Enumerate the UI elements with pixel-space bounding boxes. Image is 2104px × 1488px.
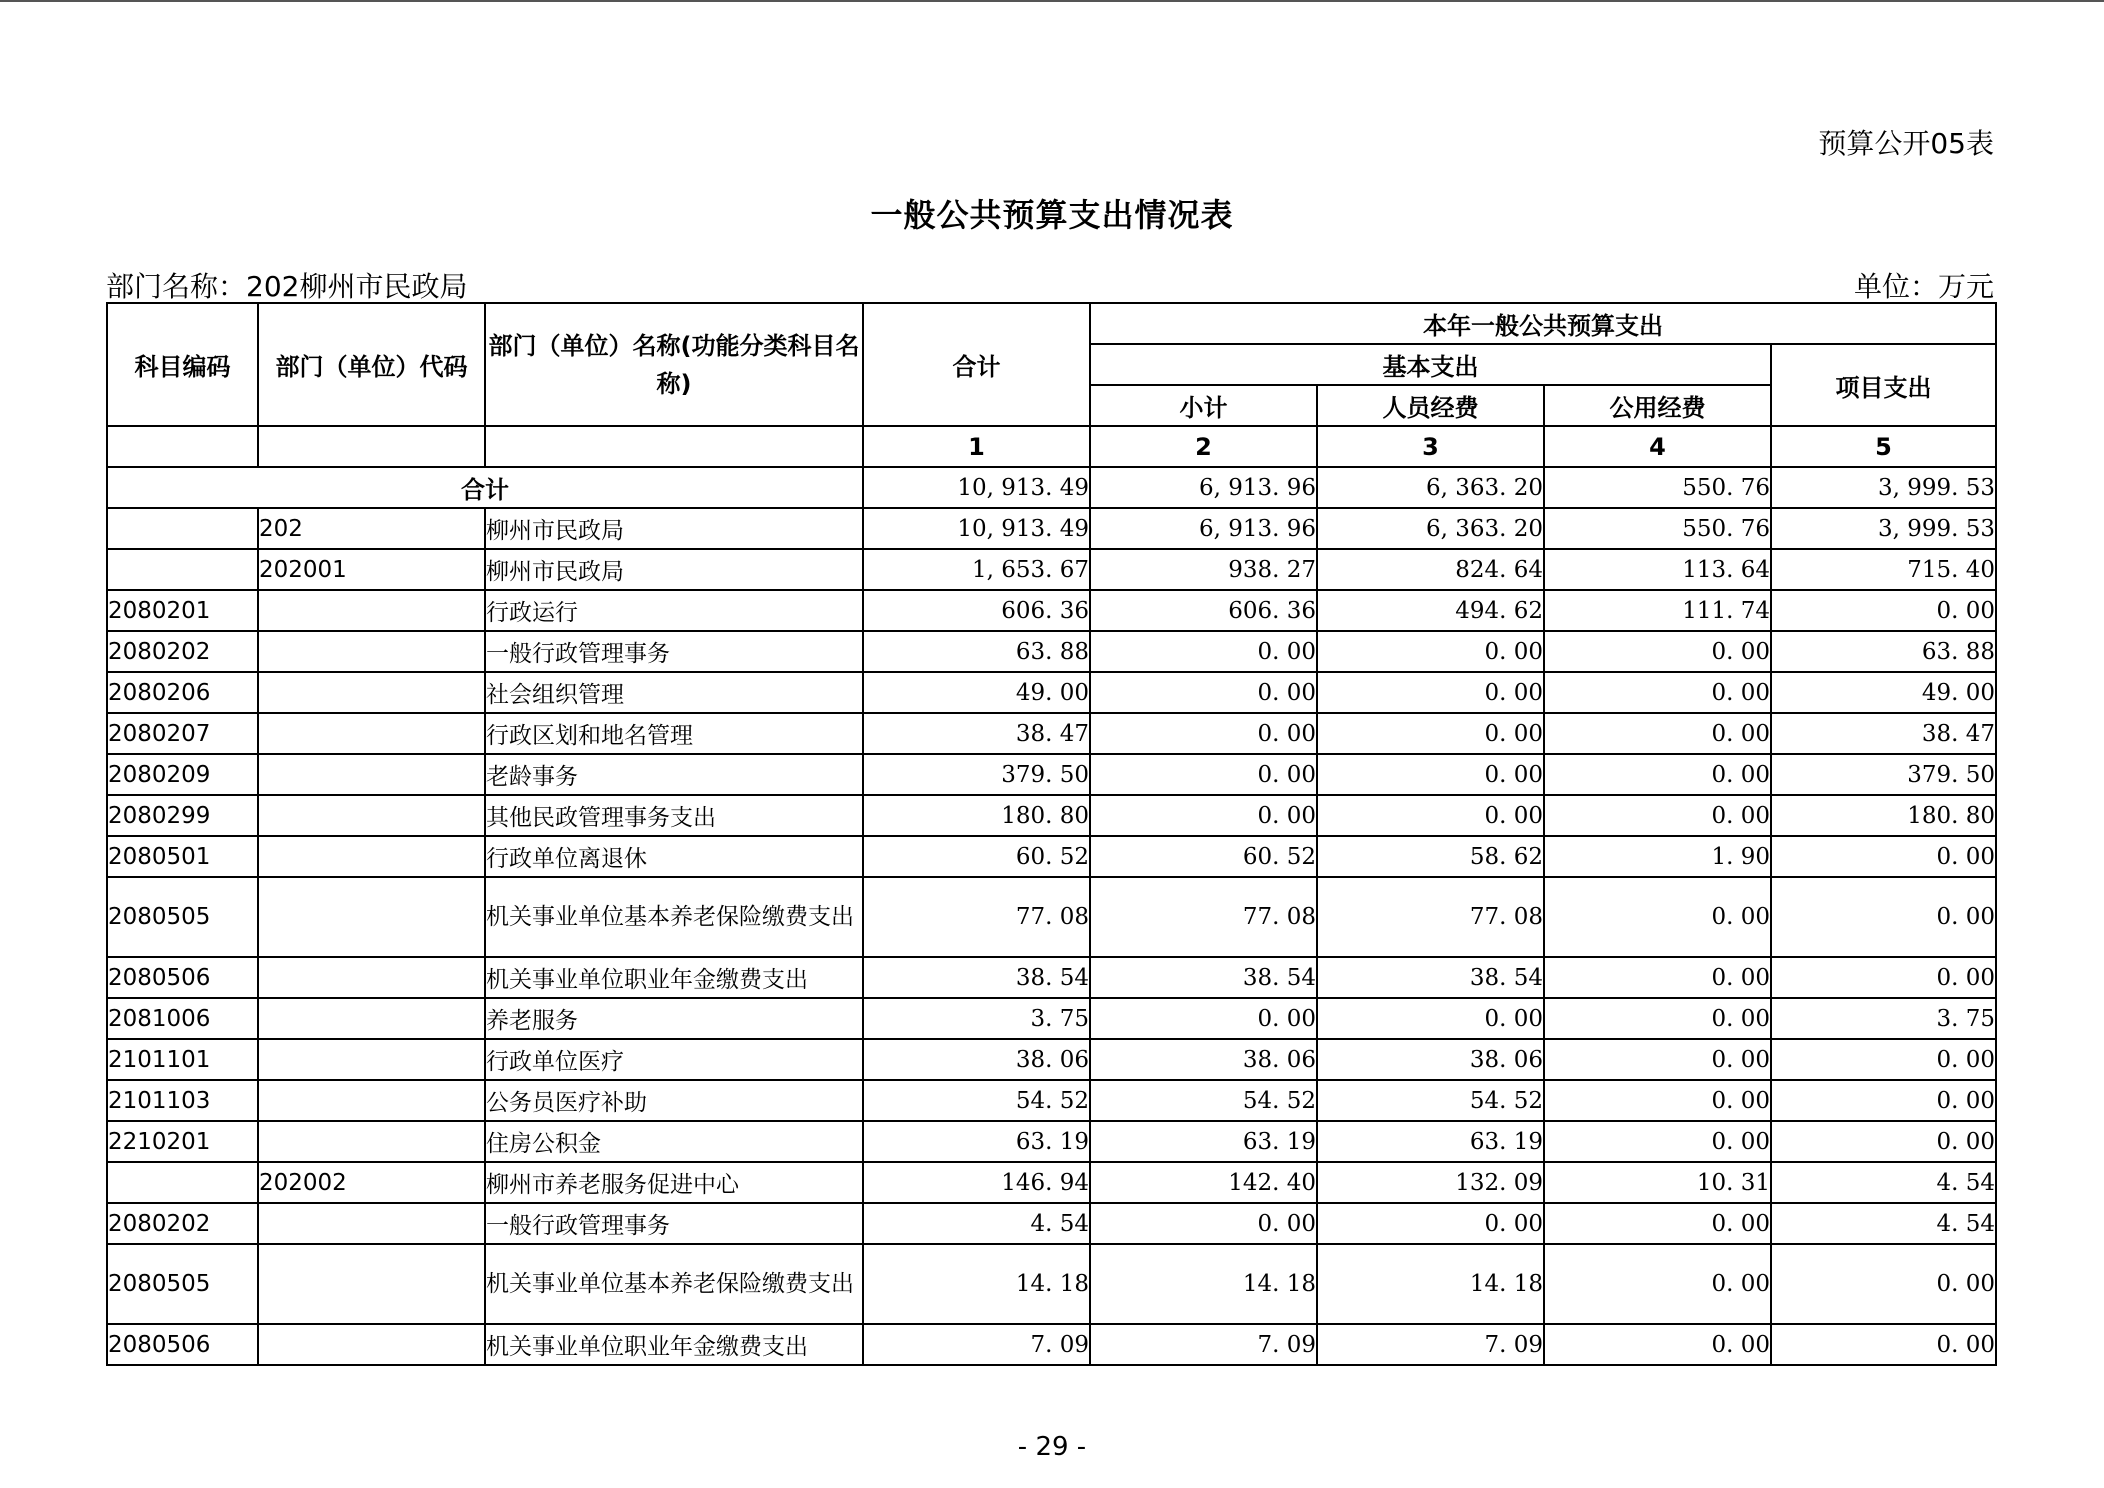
project-cell: 180. 80 [1771,795,1996,836]
total-row [107,467,1996,508]
table-row [107,549,1996,590]
personnel-cell: 824. 64 [1317,549,1544,590]
dept-code-cell [258,590,485,631]
personnel-cell: 38. 06 [1317,1039,1544,1080]
header-col-2: 2 [1090,426,1317,467]
dept-name-cell: 机关事业单位职业年金缴费支出 [485,957,863,998]
header-subtotal: 小计 [1090,385,1317,426]
dept-name-cell: 柳州市民政局 [485,508,863,549]
table-row [107,1162,1996,1203]
public-cell: 550. 76 [1544,508,1771,549]
personnel-cell: 63. 19 [1317,1121,1544,1162]
project-cell: 3, 999. 53 [1771,508,1996,549]
subject-code-cell: 2210201 [107,1121,258,1162]
project-cell: 0. 00 [1771,1324,1996,1365]
header-project-expenditure: 项目支出 [1771,344,1996,426]
subject-code-cell: 2080299 [107,795,258,836]
table-row [107,877,1996,957]
form-code: 预算公开05表 [1818,127,1994,160]
subtotal-cell: 0. 00 [1090,631,1317,672]
header-personnel-expense: 人员经费 [1317,385,1544,426]
public-cell: 10. 31 [1544,1162,1771,1203]
subtotal-cell: 0. 00 [1090,754,1317,795]
public-cell: 0. 00 [1544,998,1771,1039]
dept-code-cell [258,672,485,713]
dept-name-cell: 老龄事务 [485,754,863,795]
dept-code-cell [258,957,485,998]
public-cell: 0. 00 [1544,631,1771,672]
table-row [107,1080,1996,1121]
dept-name-cell: 行政单位离退休 [485,836,863,877]
dept-name-cell: 其他民政管理事务支出 [485,795,863,836]
dept-code-cell [258,1203,485,1244]
subtotal-cell: 0. 00 [1090,713,1317,754]
header-public-expense: 公用经费 [1544,385,1771,426]
subtotal-cell: 38. 54 [1090,957,1317,998]
header-col-1: 1 [863,426,1090,467]
table-row [107,836,1996,877]
dept-name-cell: 行政单位医疗 [485,1039,863,1080]
total-cell: 60. 52 [863,836,1090,877]
dept-code-cell: 202002 [258,1162,485,1203]
dept-code-cell [258,795,485,836]
header-annual-expenditure: 本年一般公共预算支出 [1090,303,1996,344]
header-basic-expenditure: 基本支出 [1090,344,1771,385]
subtotal-cell: 7. 09 [1090,1324,1317,1365]
total-row-subtotal: 6, 913. 96 [1090,467,1317,508]
dept-code-cell [258,1039,485,1080]
table-row [107,508,1996,549]
subject-code-cell [107,1162,258,1203]
total-cell: 146. 94 [863,1162,1090,1203]
project-cell: 0. 00 [1771,1121,1996,1162]
dept-name-cell: 机关事业单位职业年金缴费支出 [485,1324,863,1365]
subject-code-cell: 2101101 [107,1039,258,1080]
subtotal-cell: 0. 00 [1090,672,1317,713]
public-cell: 0. 00 [1544,754,1771,795]
subtotal-cell: 63. 19 [1090,1121,1317,1162]
personnel-cell: 0. 00 [1317,795,1544,836]
public-cell: 0. 00 [1544,795,1771,836]
total-row-personnel: 6, 363. 20 [1317,467,1544,508]
personnel-cell: 0. 00 [1317,1203,1544,1244]
table-row [107,795,1996,836]
subtotal-cell: 77. 08 [1090,877,1317,957]
personnel-cell: 0. 00 [1317,672,1544,713]
table-row [107,1203,1996,1244]
personnel-cell: 54. 52 [1317,1080,1544,1121]
subject-code-cell: 2080202 [107,631,258,672]
table-row [107,1039,1996,1080]
page-number: - 29 - [1017,1432,1087,1462]
dept-code-cell [258,877,485,957]
dept-name-cell: 机关事业单位基本养老保险缴费支出 [485,1244,863,1324]
subject-code-cell: 2080207 [107,713,258,754]
public-cell: 0. 00 [1544,672,1771,713]
project-cell: 0. 00 [1771,1244,1996,1324]
total-cell: 180. 80 [863,795,1090,836]
subject-code-cell: 2080505 [107,1244,258,1324]
subtotal-cell: 142. 40 [1090,1162,1317,1203]
total-cell: 606. 36 [863,590,1090,631]
header-blank [485,426,863,467]
table-row [107,754,1996,795]
personnel-cell: 132. 09 [1317,1162,1544,1203]
dept-name-cell: 柳州市养老服务促进中心 [485,1162,863,1203]
personnel-cell: 0. 00 [1317,754,1544,795]
subtotal-cell: 54. 52 [1090,1080,1317,1121]
public-cell: 0. 00 [1544,877,1771,957]
dept-code-cell [258,1244,485,1324]
table-row [107,590,1996,631]
dept-code-cell [258,754,485,795]
dept-code-cell [258,631,485,672]
subtotal-cell: 6, 913. 96 [1090,508,1317,549]
page-title: 一般公共预算支出情况表 [870,196,1234,234]
subtotal-cell: 0. 00 [1090,795,1317,836]
table-row [107,957,1996,998]
table-row [107,1244,1996,1324]
dept-name-cell: 公务员医疗补助 [485,1080,863,1121]
budget-table [106,302,1997,1366]
header-dept-code: 部门（单位）代码 [258,303,485,426]
personnel-cell: 0. 00 [1317,998,1544,1039]
dept-name-cell: 一般行政管理事务 [485,631,863,672]
public-cell: 0. 00 [1544,1203,1771,1244]
public-cell: 0. 00 [1544,1324,1771,1365]
public-cell: 0. 00 [1544,1244,1771,1324]
project-cell: 0. 00 [1771,1080,1996,1121]
table-row [107,713,1996,754]
project-cell: 0. 00 [1771,590,1996,631]
dept-name-cell: 柳州市民政局 [485,549,863,590]
total-cell: 7. 09 [863,1324,1090,1365]
total-cell: 10, 913. 49 [863,508,1090,549]
project-cell: 63. 88 [1771,631,1996,672]
total-cell: 3. 75 [863,998,1090,1039]
header-col-4: 4 [1544,426,1771,467]
total-cell: 14. 18 [863,1244,1090,1324]
public-cell: 0. 00 [1544,713,1771,754]
total-row-project: 3, 999. 53 [1771,467,1996,508]
project-cell: 0. 00 [1771,836,1996,877]
table-row [107,998,1996,1039]
subject-code-cell: 2080505 [107,877,258,957]
header-dept-name: 部门（单位）名称(功能分类科目名称) [485,303,863,426]
total-cell: 77. 08 [863,877,1090,957]
total-row-total: 10, 913. 49 [863,467,1090,508]
dept-code-cell: 202 [258,508,485,549]
subtotal-cell: 0. 00 [1090,998,1317,1039]
subject-code-cell [107,549,258,590]
header-col-3: 3 [1317,426,1544,467]
table-row [107,631,1996,672]
personnel-cell: 77. 08 [1317,877,1544,957]
subtotal-cell: 14. 18 [1090,1244,1317,1324]
project-cell: 3. 75 [1771,998,1996,1039]
unit-label: 单位：万元 [1853,270,1994,303]
dept-code-cell [258,998,485,1039]
subject-code-cell: 2080506 [107,957,258,998]
subject-code-cell: 2080206 [107,672,258,713]
personnel-cell: 7. 09 [1317,1324,1544,1365]
department-label: 部门名称：202柳州市民政局 [106,270,468,303]
header-blank [258,426,485,467]
dept-name-cell: 行政运行 [485,590,863,631]
total-cell: 63. 88 [863,631,1090,672]
project-cell: 0. 00 [1771,877,1996,957]
dept-name-cell: 社会组织管理 [485,672,863,713]
dept-code-cell [258,836,485,877]
total-cell: 379. 50 [863,754,1090,795]
header-col-5: 5 [1771,426,1996,467]
subject-code-cell: 2080209 [107,754,258,795]
total-cell: 1, 653. 67 [863,549,1090,590]
total-cell: 63. 19 [863,1121,1090,1162]
subject-code-cell: 2080202 [107,1203,258,1244]
subject-code-cell: 2080201 [107,590,258,631]
dept-code-cell: 202001 [258,549,485,590]
subject-code-cell: 2081006 [107,998,258,1039]
dept-code-cell [258,1080,485,1121]
personnel-cell: 38. 54 [1317,957,1544,998]
subtotal-cell: 0. 00 [1090,1203,1317,1244]
header-blank [107,426,258,467]
personnel-cell: 0. 00 [1317,631,1544,672]
subtotal-cell: 606. 36 [1090,590,1317,631]
personnel-cell: 494. 62 [1317,590,1544,631]
header-total: 合计 [863,303,1090,426]
subject-code-cell: 2101103 [107,1080,258,1121]
subject-code-cell [107,508,258,549]
total-row-public: 550. 76 [1544,467,1771,508]
dept-name-cell: 机关事业单位基本养老保险缴费支出 [485,877,863,957]
personnel-cell: 58. 62 [1317,836,1544,877]
public-cell: 0. 00 [1544,957,1771,998]
table-row [107,672,1996,713]
subject-code-cell: 2080506 [107,1324,258,1365]
project-cell: 379. 50 [1771,754,1996,795]
total-cell: 49. 00 [863,672,1090,713]
dept-name-cell: 住房公积金 [485,1121,863,1162]
total-cell: 54. 52 [863,1080,1090,1121]
project-cell: 4. 54 [1771,1203,1996,1244]
total-cell: 38. 54 [863,957,1090,998]
project-cell: 4. 54 [1771,1162,1996,1203]
public-cell: 0. 00 [1544,1121,1771,1162]
subtotal-cell: 38. 06 [1090,1039,1317,1080]
public-cell: 0. 00 [1544,1039,1771,1080]
dept-code-cell [258,1324,485,1365]
table-row [107,1324,1996,1365]
personnel-cell: 6, 363. 20 [1317,508,1544,549]
total-cell: 4. 54 [863,1203,1090,1244]
total-row-label: 合计 [107,467,863,508]
top-border-line [0,0,2104,2]
project-cell: 715. 40 [1771,549,1996,590]
table-row [107,1121,1996,1162]
subtotal-cell: 60. 52 [1090,836,1317,877]
project-cell: 38. 47 [1771,713,1996,754]
public-cell: 1. 90 [1544,836,1771,877]
dept-code-cell [258,713,485,754]
public-cell: 0. 00 [1544,1080,1771,1121]
subtotal-cell: 938. 27 [1090,549,1317,590]
personnel-cell: 0. 00 [1317,713,1544,754]
total-cell: 38. 06 [863,1039,1090,1080]
subject-code-cell: 2080501 [107,836,258,877]
dept-name-cell: 养老服务 [485,998,863,1039]
dept-name-cell: 行政区划和地名管理 [485,713,863,754]
dept-code-cell [258,1121,485,1162]
public-cell: 113. 64 [1544,549,1771,590]
personnel-cell: 14. 18 [1317,1244,1544,1324]
project-cell: 0. 00 [1771,957,1996,998]
header-subject-code: 科目编码 [107,303,258,426]
project-cell: 0. 00 [1771,1039,1996,1080]
total-cell: 38. 47 [863,713,1090,754]
dept-name-cell: 一般行政管理事务 [485,1203,863,1244]
project-cell: 49. 00 [1771,672,1996,713]
public-cell: 111. 74 [1544,590,1771,631]
